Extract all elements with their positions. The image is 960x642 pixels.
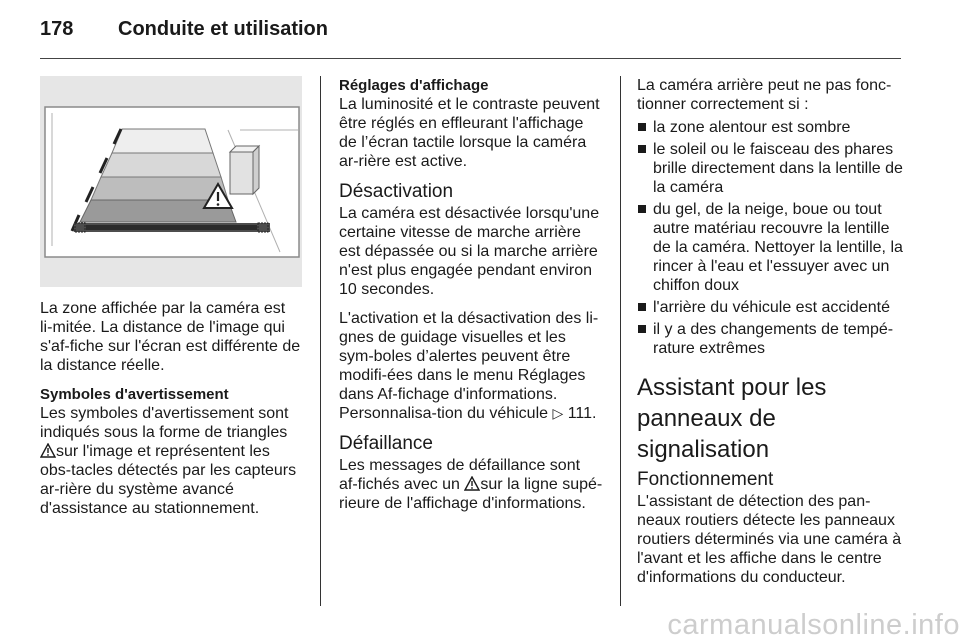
camera-limits-intro: La caméra arrière peut ne pas fonc-tionner correctement si : — [637, 77, 892, 113]
warning-triangle-icon — [40, 443, 56, 458]
rear-camera-diagram — [40, 76, 302, 287]
traffic-sign-assistant-heading: Assistant pour les panneaux de signalisation — [637, 374, 827, 463]
list-item: du gel, de la neige, boue ou tout autre matériau recouvre la lentille de la caméra. Nettoyer la lentille, la rincer à l'eau et l'essuyer avec un chiffon doux — [637, 200, 903, 295]
camera-limits-list — [637, 118, 903, 358]
display-settings-heading: Réglages d'affichage — [339, 77, 489, 94]
bullet-square-icon — [638, 123, 646, 131]
rear-camera-illustration — [40, 76, 302, 287]
display-settings-text: La luminosité et le contraste peuvent être réglés en effleurant l'affichage de l’écran tactile lorsque la caméra ar-rière est active. — [339, 96, 600, 170]
list-item: le soleil ou le faisceau des phares brille directement dans la lentille de la caméra — [637, 140, 903, 197]
list-item: l'arrière du véhicule est accidenté — [637, 298, 903, 317]
warning-symbols-heading: Symboles d'avertissement — [40, 386, 229, 403]
watermark: carmanualsonline.info — [667, 609, 960, 641]
operation-text: L'assistant de détection des pan-neaux routiers détecte les panneaux routiers déterminés via une caméra à l'avant et les affiche dans le centre d'informations du conducteur. — [637, 493, 902, 586]
bullet-square-icon — [638, 303, 646, 311]
illustration-caption: La zone affichée par la caméra est li-mitée. La distance de l'image qui s'af-fiche sur l'écran est différente de la distance réelle. — [40, 300, 301, 374]
deactivation-text-1: La caméra est désactivée lorsqu'une certaine vitesse de marche arrière est dépassée ou si la marche arrière n'est plus engagée pendant environ 10 secondes. — [339, 205, 600, 298]
list-item: la zone alentour est sombre — [637, 118, 903, 137]
deactivation-heading: Désactivation — [339, 181, 454, 202]
column-right — [637, 76, 903, 597]
deactivation-text-2: L'activation et la désactivation des li-gnes de guidage visuelles et les sym-boles d’alertes peuvent être modifi-ées dans le menu Réglages dans Af-fichage d'informations. Personnalisa-tion du véhicule ▷ 111. — [339, 310, 599, 422]
operation-heading: Fonctionnement — [637, 469, 774, 490]
warning-triangle-icon — [464, 476, 480, 491]
warning-symbols-text: Les symboles d'avertissement sont indiqués sous la forme de triangles sur l'image et représentent les obs-tacles détectés par les capteurs ar-rière du système avancé d'assistance au stationnement. — [40, 405, 297, 517]
bullet-square-icon — [638, 325, 646, 333]
bullet-square-icon — [638, 145, 646, 153]
page-number: 178 — [40, 18, 74, 40]
page-reference-arrow-icon: ▷ — [552, 405, 564, 421]
bullet-square-icon — [638, 205, 646, 213]
column-divider-2 — [620, 76, 621, 606]
page-title: Conduite et utilisation — [118, 18, 328, 40]
column-divider-1 — [320, 76, 321, 606]
page-reference-link[interactable]: 111. — [567, 405, 597, 422]
header-rule — [40, 58, 901, 59]
column-left — [40, 76, 302, 528]
failure-text: Les messages de défaillance sont af-fichés avec un sur la ligne supé-rieure de l'affichage d'informations. — [339, 457, 603, 512]
column-middle — [339, 76, 603, 523]
list-item: il y a des changements de tempé-rature extrêmes — [637, 320, 903, 358]
failure-heading: Défaillance — [339, 433, 433, 454]
page-header — [40, 18, 328, 48]
